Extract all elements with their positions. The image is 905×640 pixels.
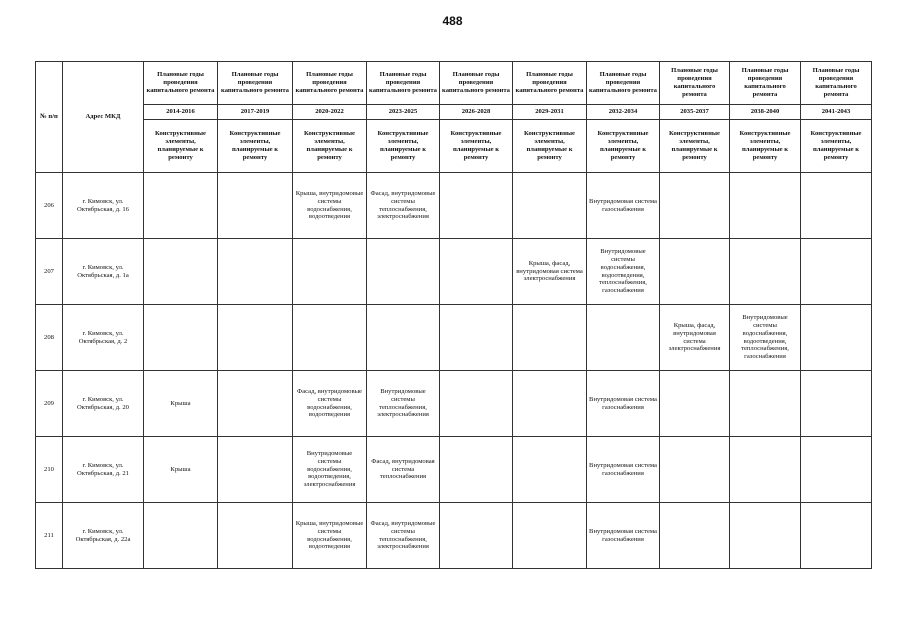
repair-elements-cell: Внутридомовые системы водоснабжения, водоотведения, теплоснабжения, газоснабжения (587, 239, 660, 305)
repair-elements-cell (218, 371, 293, 437)
repair-elements-cell (801, 173, 872, 239)
period-elements-header: Конструктивные элементы, планируемые к ремонту (144, 120, 218, 173)
period-title-header: Плановые годы проведения капитального ремонта (293, 62, 367, 105)
repair-elements-cell (587, 305, 660, 371)
period-elements-header: Конструктивные элементы, планируемые к ремонту (293, 120, 367, 173)
row-number-cell: 207 (36, 239, 63, 305)
repair-elements-cell (144, 239, 218, 305)
repair-elements-cell (801, 305, 872, 371)
address-cell: г. Кимовск, ул. Октябрьская, д. 22а (63, 503, 144, 569)
period-years-header: 2020-2022 (293, 105, 367, 120)
repair-elements-cell (144, 173, 218, 239)
period-years-header: 2023-2025 (367, 105, 440, 120)
period-elements-header: Конструктивные элементы, планируемые к ремонту (801, 120, 872, 173)
repair-elements-cell (144, 503, 218, 569)
period-title-header: Плановые годы проведения капитального ремонта (801, 62, 872, 105)
period-elements-header: Конструктивные элементы, планируемые к ремонту (587, 120, 660, 173)
repair-elements-cell (513, 503, 587, 569)
table-row (36, 173, 872, 239)
period-title-header: Плановые годы проведения капитального ремонта (144, 62, 218, 105)
repair-elements-cell (730, 437, 801, 503)
repair-elements-cell (513, 173, 587, 239)
address-cell: г. Кимовск, ул. Октябрьская, д. 20 (63, 371, 144, 437)
capital-repair-schedule-table (35, 61, 872, 569)
period-elements-header: Конструктивные элементы, планируемые к ремонту (660, 120, 730, 173)
period-elements-header: Конструктивные элементы, планируемые к ремонту (440, 120, 513, 173)
row-number-cell: 210 (36, 437, 63, 503)
repair-elements-cell (513, 437, 587, 503)
repair-elements-cell: Фасад, внутридомовые системы теплоснабжения, электроснабжения (367, 173, 440, 239)
header-address: Адрес МКД (63, 62, 144, 173)
period-years-header: 2035-2037 (660, 105, 730, 120)
period-title-header: Плановые годы проведения капитального ремонта (730, 62, 801, 105)
repair-elements-cell (440, 503, 513, 569)
repair-elements-cell (440, 371, 513, 437)
repair-elements-cell (660, 371, 730, 437)
repair-elements-cell (218, 437, 293, 503)
repair-elements-cell (218, 239, 293, 305)
period-years-header: 2032-2034 (587, 105, 660, 120)
period-title-header: Плановые годы проведения капитального ремонта (367, 62, 440, 105)
address-cell: г. Кимовск, ул. Октябрьская, д. 1а (63, 239, 144, 305)
period-title-header: Плановые годы проведения капитального ремонта (218, 62, 293, 105)
repair-elements-cell (730, 239, 801, 305)
repair-elements-cell: Крыша (144, 437, 218, 503)
repair-elements-cell: Внутридомовая система газоснабжения (587, 173, 660, 239)
repair-elements-cell: Крыша, внутридомовые системы водоснабжения, водоотведения (293, 173, 367, 239)
period-title-header: Плановые годы проведения капитального ремонта (513, 62, 587, 105)
repair-elements-cell (440, 239, 513, 305)
repair-elements-cell: Крыша (144, 371, 218, 437)
period-title-header: Плановые годы проведения капитального ремонта (587, 62, 660, 105)
row-number-cell: 209 (36, 371, 63, 437)
repair-elements-cell (218, 173, 293, 239)
repair-elements-cell: Фасад, внутридомовые системы водоснабжения, водоотведения (293, 371, 367, 437)
repair-elements-cell (144, 305, 218, 371)
period-elements-header: Конструктивные элементы, планируемые к ремонту (513, 120, 587, 173)
repair-elements-cell (660, 239, 730, 305)
repair-elements-cell (293, 239, 367, 305)
table-row (36, 239, 872, 305)
table-row (36, 503, 872, 569)
table-row (36, 437, 872, 503)
repair-elements-cell (367, 239, 440, 305)
repair-elements-cell: Внутридомовые системы водоснабжения, водоотведения, электроснабжения (293, 437, 367, 503)
period-title-header: Плановые годы проведения капитального ремонта (440, 62, 513, 105)
period-years-header: 2038-2040 (730, 105, 801, 120)
repair-elements-cell (367, 305, 440, 371)
repair-elements-cell (440, 305, 513, 371)
repair-elements-cell (801, 437, 872, 503)
repair-elements-cell: Внутридомовые системы водоснабжения, водоотведения, теплоснабжения, газоснабжения (730, 305, 801, 371)
repair-elements-cell: Крыша, фасад, внутридомовая система электроснабжения (660, 305, 730, 371)
period-years-header: 2041-2043 (801, 105, 872, 120)
period-elements-header: Конструктивные элементы, планируемые к ремонту (367, 120, 440, 173)
repair-elements-cell: Крыша, внутридомовые системы водоснабжения, водоотведения (293, 503, 367, 569)
row-number-cell: 208 (36, 305, 63, 371)
repair-elements-cell: Внутридомовая система газоснабжения (587, 503, 660, 569)
repair-elements-cell (730, 371, 801, 437)
repair-elements-cell (513, 305, 587, 371)
repair-elements-cell (218, 503, 293, 569)
page-number: 488 (442, 14, 463, 28)
address-cell: г. Кимовск, ул. Октябрьская, д. 2 (63, 305, 144, 371)
header-row-number: № п/п (36, 62, 63, 173)
repair-elements-cell (660, 503, 730, 569)
repair-elements-cell: Внутридомовая система газоснабжения (587, 371, 660, 437)
table-row (36, 305, 872, 371)
repair-elements-cell: Фасад, внутридомовые системы теплоснабжения, электроснабжения (367, 503, 440, 569)
repair-elements-cell (801, 503, 872, 569)
repair-elements-cell (440, 173, 513, 239)
period-elements-header: Конструктивные элементы, планируемые к ремонту (218, 120, 293, 173)
table-row (36, 371, 872, 437)
repair-elements-cell (801, 239, 872, 305)
repair-elements-cell (801, 371, 872, 437)
repair-elements-cell (730, 173, 801, 239)
period-years-header: 2017-2019 (218, 105, 293, 120)
repair-elements-cell (730, 503, 801, 569)
address-cell: г. Кимовск, ул. Октябрьская, д. 16 (63, 173, 144, 239)
period-title-header: Плановые годы проведения капитального ремонта (660, 62, 730, 105)
address-cell: г. Кимовск, ул. Октябрьская, д. 21 (63, 437, 144, 503)
repair-elements-cell (660, 173, 730, 239)
repair-elements-cell (660, 437, 730, 503)
repair-elements-cell: Фасад, внутридомовая система теплоснабжения (367, 437, 440, 503)
repair-elements-cell: Внутридомовые системы теплоснабжения, электроснабжения (367, 371, 440, 437)
row-number-cell: 211 (36, 503, 63, 569)
repair-elements-cell (513, 371, 587, 437)
row-number-cell: 206 (36, 173, 63, 239)
period-elements-header: Конструктивные элементы, планируемые к ремонту (730, 120, 801, 173)
repair-elements-cell (218, 305, 293, 371)
period-years-header: 2029-2031 (513, 105, 587, 120)
repair-elements-cell (440, 437, 513, 503)
period-years-header: 2014-2016 (144, 105, 218, 120)
repair-elements-cell (293, 305, 367, 371)
period-years-header: 2026-2028 (440, 105, 513, 120)
repair-elements-cell: Внутридомовая система газоснабжения (587, 437, 660, 503)
repair-elements-cell: Крыша, фасад, внутридомовая система электроснабжения (513, 239, 587, 305)
